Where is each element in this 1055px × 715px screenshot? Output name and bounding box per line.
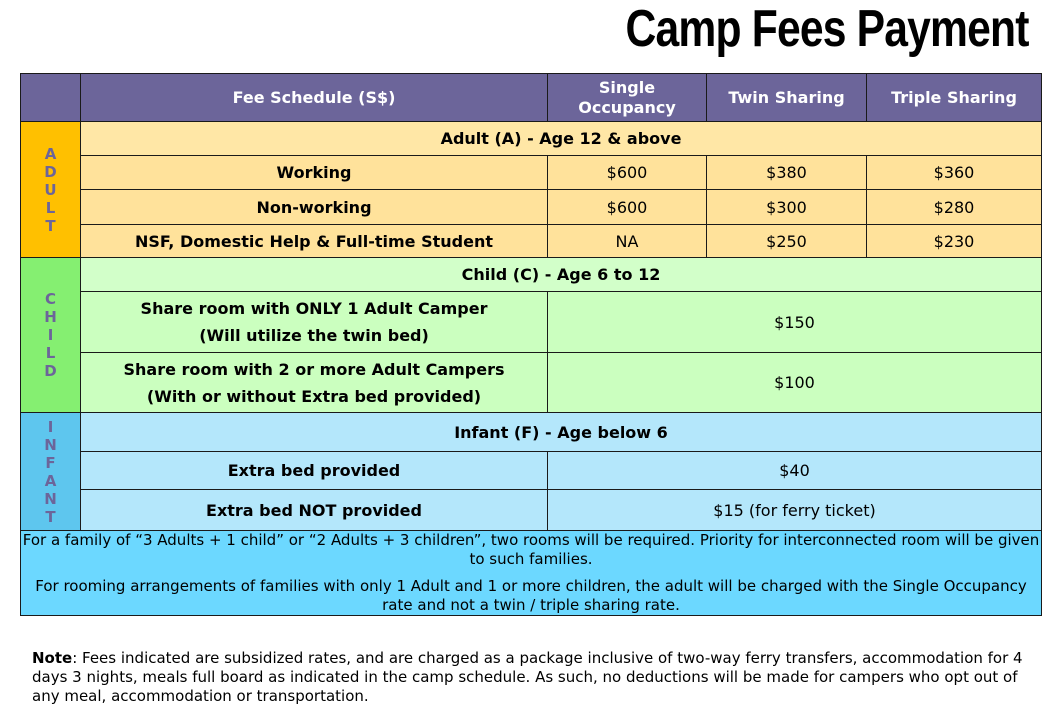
- row-label: Extra bed provided: [81, 452, 548, 490]
- footnote-text: : Fees indicated are subsidized rates, and are charged as a package inclusive of two-way ferry transfers, accommodation for 4 days 3 nights, meals full board as indicated in the camp schedule. As such, no deductions will be made for campers who opt out of any meal, accommodation or transportation.: [32, 649, 1023, 705]
- adult-side-label: A D U L T: [21, 122, 81, 258]
- single-price: $600: [548, 156, 707, 190]
- row-label: Share room with ONLY 1 Adult Camper (Will utilize the twin bed): [81, 292, 548, 353]
- row-label: Working: [81, 156, 548, 190]
- triple-price: $280: [867, 190, 1042, 225]
- note-paragraph: For rooming arrangements of families with only 1 Adult and 1 or more children, the adult will be charged with the Single Occupancy rate and not a twin / triple sharing rate.: [35, 577, 1027, 614]
- row-label: NSF, Domestic Help & Full-time Student: [81, 225, 548, 258]
- twin-price: $250: [707, 225, 867, 258]
- row-label: Share room with 2 or more Adult Campers (With or without Extra bed provided): [81, 353, 548, 413]
- footnote-label: Note: [32, 649, 73, 667]
- note-paragraph: For a family of “3 Adults + 1 child” or “2 Adults + 3 children”, two rooms will be required. Priority for interconnected room will be given to such families.: [22, 531, 1040, 568]
- notes-row: [21, 531, 1042, 616]
- fee-table: [20, 73, 1042, 616]
- table-row: [21, 490, 1042, 531]
- table-row: [21, 353, 1042, 413]
- adult-category-row: [21, 122, 1042, 156]
- child-category-row: [21, 258, 1042, 292]
- header-twin-sharing: Twin Sharing: [707, 74, 867, 122]
- single-price: $600: [548, 190, 707, 225]
- header-single-occupancy: Single Occupancy: [548, 74, 707, 122]
- table-row: [21, 452, 1042, 490]
- header-row: [21, 74, 1042, 122]
- header-triple-sharing: Triple Sharing: [867, 74, 1042, 122]
- child-price: $150: [548, 292, 1042, 353]
- page-title: Camp Fees Payment: [625, 0, 1029, 58]
- child-side-label: C H I L D: [21, 258, 81, 413]
- child-price: $100: [548, 353, 1042, 413]
- twin-price: $380: [707, 156, 867, 190]
- header-fee-schedule: Fee Schedule (S$): [81, 74, 548, 122]
- table-row: [21, 225, 1042, 258]
- child-category-title: Child (C) - Age 6 to 12: [81, 258, 1042, 292]
- table-row: [21, 292, 1042, 353]
- infant-price: $15 (for ferry ticket): [548, 490, 1042, 531]
- table-row: [21, 190, 1042, 225]
- table-row: [21, 156, 1042, 190]
- infant-category-title: Infant (F) - Age below 6: [81, 413, 1042, 452]
- twin-price: $300: [707, 190, 867, 225]
- triple-price: $360: [867, 156, 1042, 190]
- footnote: [32, 649, 1032, 706]
- infant-price: $40: [548, 452, 1042, 490]
- infant-side-label: I N F A N T: [21, 413, 81, 531]
- notes-box: [21, 531, 1042, 616]
- single-price: NA: [548, 225, 707, 258]
- adult-category-title: Adult (A) - Age 12 & above: [81, 122, 1042, 156]
- row-label: Extra bed NOT provided: [81, 490, 548, 531]
- row-label: Non-working: [81, 190, 548, 225]
- triple-price: $230: [867, 225, 1042, 258]
- infant-category-row: [21, 413, 1042, 452]
- header-blank: [21, 74, 81, 122]
